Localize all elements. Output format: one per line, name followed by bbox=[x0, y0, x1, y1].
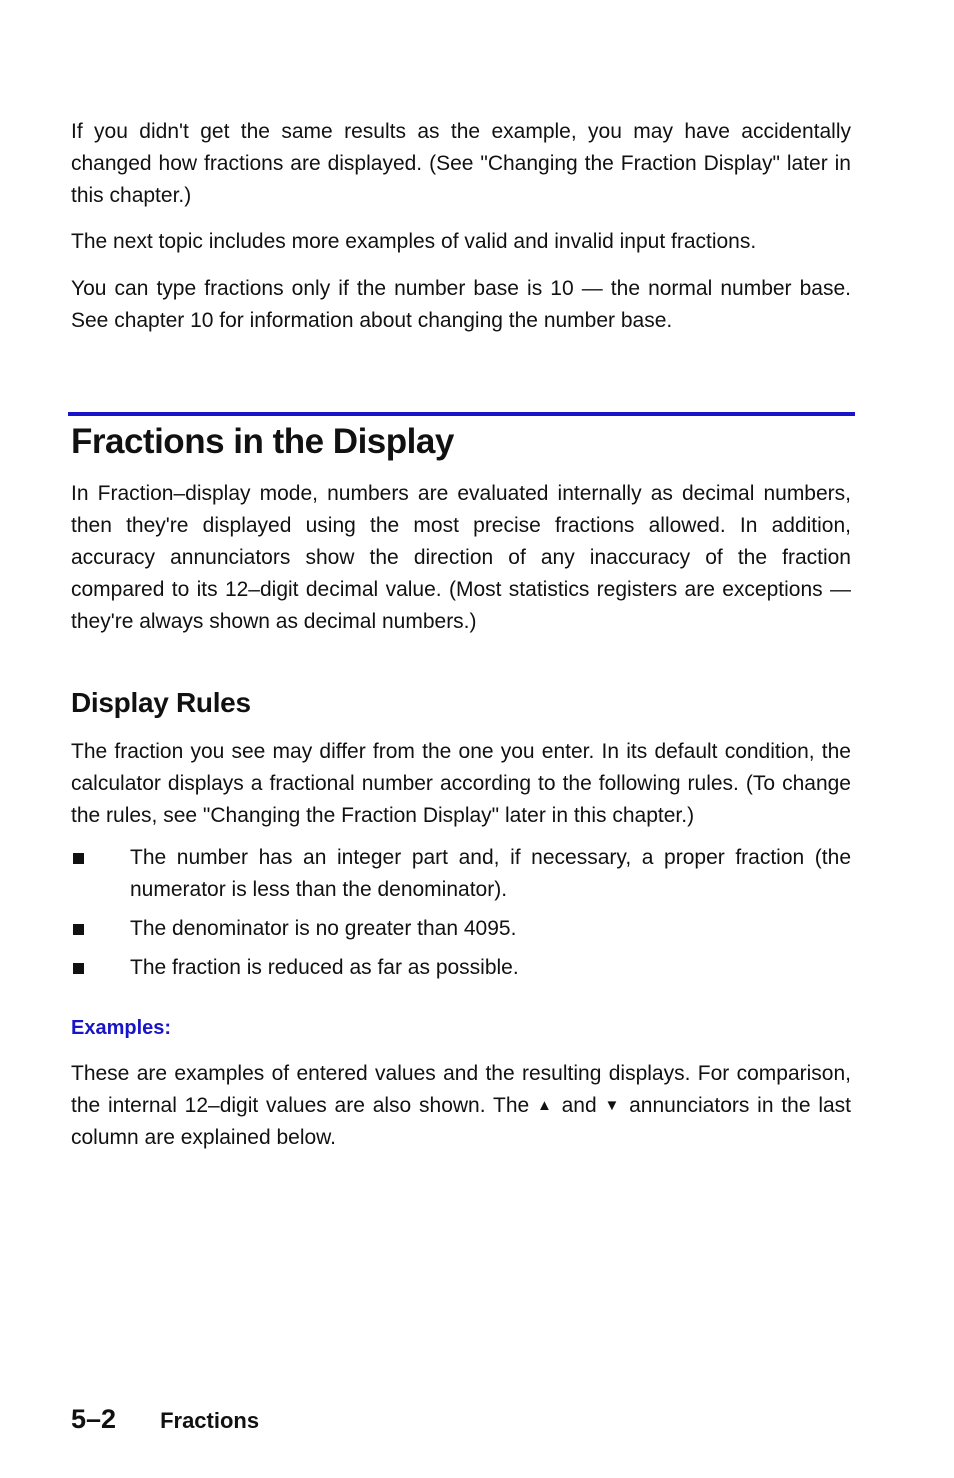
list-item-text: The fraction is reduced as far as possible. bbox=[130, 956, 519, 979]
subsection-title: Display Rules bbox=[71, 687, 251, 718]
page-footer bbox=[71, 1404, 259, 1435]
down-triangle-icon: ▼ bbox=[604, 1097, 622, 1114]
intro-paragraph-3: You can type fractions only if the number base is 10 — the normal number base. See chapter 10 for information about changing the number base. bbox=[71, 277, 851, 332]
section-title: Fractions in the Display bbox=[71, 422, 454, 461]
list-item-text: The number has an integer part and, if necessary, a proper fraction (the numerator is less than the denominator). bbox=[130, 846, 851, 901]
examples-body-end: annunciators in the last column are explained below. bbox=[71, 1094, 851, 1149]
chapter-name: Fractions bbox=[160, 1408, 260, 1433]
page-number: 5–2 bbox=[71, 1404, 117, 1434]
square-bullet-icon bbox=[73, 963, 84, 974]
square-bullet-icon bbox=[73, 853, 84, 864]
intro-paragraph-2: The next topic includes more examples of valid and invalid input fractions. bbox=[71, 230, 757, 253]
list-item bbox=[71, 952, 851, 984]
list-item-text: The denominator is no greater than 4095. bbox=[130, 917, 517, 940]
intro-paragraph-1: If you didn't get the same results as the example, you may have accidentally changed how fractions are displayed. (See "Changing the Fraction Display" later in this chapter.) bbox=[71, 120, 851, 207]
up-triangle-icon: ▲ bbox=[537, 1097, 554, 1114]
examples-body-start: These are examples of entered values and the resulting displays. For comparison, the internal 12–digit values are also shown. The bbox=[71, 1062, 851, 1117]
rules-list bbox=[71, 842, 851, 991]
and-text: and bbox=[553, 1094, 605, 1117]
square-bullet-icon bbox=[73, 924, 84, 935]
section-divider bbox=[68, 412, 855, 416]
examples-heading: Examples: bbox=[71, 1017, 172, 1039]
examples-body bbox=[71, 1058, 851, 1154]
list-item bbox=[71, 913, 851, 945]
subsection-body: The fraction you see may differ from the one you enter. In its default condition, the calculator displays a fractional number according to the following rules. (To change the rules, see "Changing the Fraction Display" later in this chapter.) bbox=[71, 740, 851, 827]
list-item bbox=[71, 842, 851, 906]
section-body: In Fraction–display mode, numbers are evaluated internally as decimal numbers, then they're displayed using the most precise fractions allowed. In addition, accuracy annunciators show the direction of any inaccuracy of the fraction compared to its 12–digit decimal value. (Most statistics registers are exceptions — they're always shown as decimal numbers.) bbox=[71, 482, 851, 633]
